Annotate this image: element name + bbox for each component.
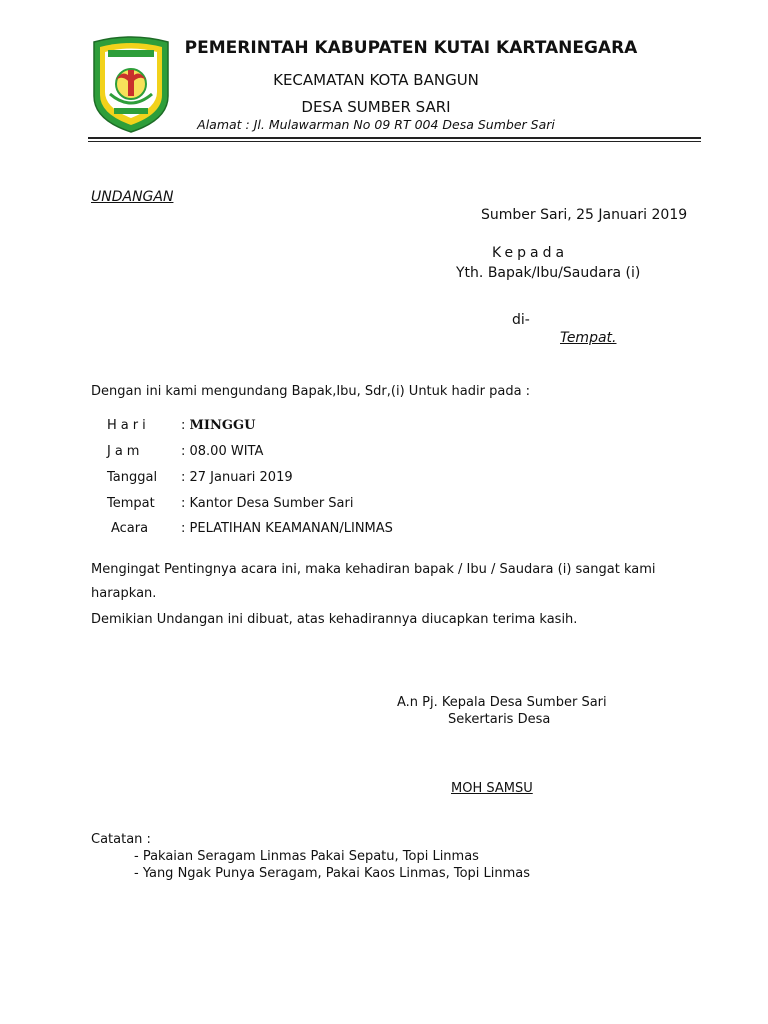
notes-title: Catatan :	[91, 832, 151, 847]
signatory-title: A.n Pj. Kepala Desa Sumber Sari	[397, 695, 607, 710]
acara-label: Acara	[111, 521, 149, 536]
village-address: Alamat : Jl. Mulawarman No 09 RT 004 Desa Sumber Sari	[197, 117, 555, 132]
jam-label: Jam	[107, 444, 144, 459]
letterhead-rule-thick	[88, 137, 701, 139]
signatory-role: Sekertaris Desa	[448, 712, 551, 727]
signatory-name: MOH SAMSU	[451, 781, 533, 796]
tempat-label: Tempat.	[560, 330, 617, 346]
body-paragraph-3: Demikian Undangan ini dibuat, atas kehadirannya diucapkan terima kasih.	[91, 612, 578, 627]
tanggal-label: Tanggal	[107, 470, 158, 485]
place-date: Sumber Sari, 25 Januari 2019	[481, 207, 688, 223]
tanggal-value: : 27 Januari 2019	[181, 470, 293, 485]
to-label: Kepada	[492, 245, 569, 261]
village-name: DESA SUMBER SARI	[301, 98, 451, 116]
body-paragraph-1: Mengingat Pentingnya acara ini, maka kehadiran bapak / Ibu / Saudara (i) sangat kami	[91, 562, 656, 577]
jam-value: : 08.00 WITA	[181, 444, 264, 459]
district-name: KECAMATAN KOTA BANGUN	[273, 71, 479, 89]
tempat-detail-value: : Kantor Desa Sumber Sari	[181, 496, 354, 511]
invitation-intro: Dengan ini kami mengundang Bapak,Ibu, Sdr,(i) Untuk hadir pada :	[91, 384, 531, 399]
letterhead-rule-thin	[88, 141, 701, 142]
tempat-detail-label: Tempat	[107, 496, 155, 511]
hari-label: Hari	[107, 418, 150, 433]
recipient: Yth. Bapak/Ibu/Saudara (i)	[456, 265, 641, 281]
body-paragraph-2: harapkan.	[91, 586, 157, 601]
notes-item: - Pakaian Seragam Linmas Pakai Sepatu, Topi Linmas	[134, 849, 479, 864]
letter-title: UNDANGAN	[91, 189, 174, 205]
regency-emblem	[90, 34, 172, 134]
acara-value: : PELATIHAN KEAMANAN/LINMAS	[181, 521, 393, 536]
hari-value: MINGGU	[189, 418, 256, 433]
government-name: PEMERINTAH KABUPATEN KUTAI KARTANEGARA	[184, 38, 638, 58]
di-label: di-	[512, 312, 530, 328]
hari-value-row: : MINGGU	[181, 418, 256, 433]
notes-item: - Yang Ngak Punya Seragam, Pakai Kaos Linmas, Topi Linmas	[134, 866, 531, 881]
